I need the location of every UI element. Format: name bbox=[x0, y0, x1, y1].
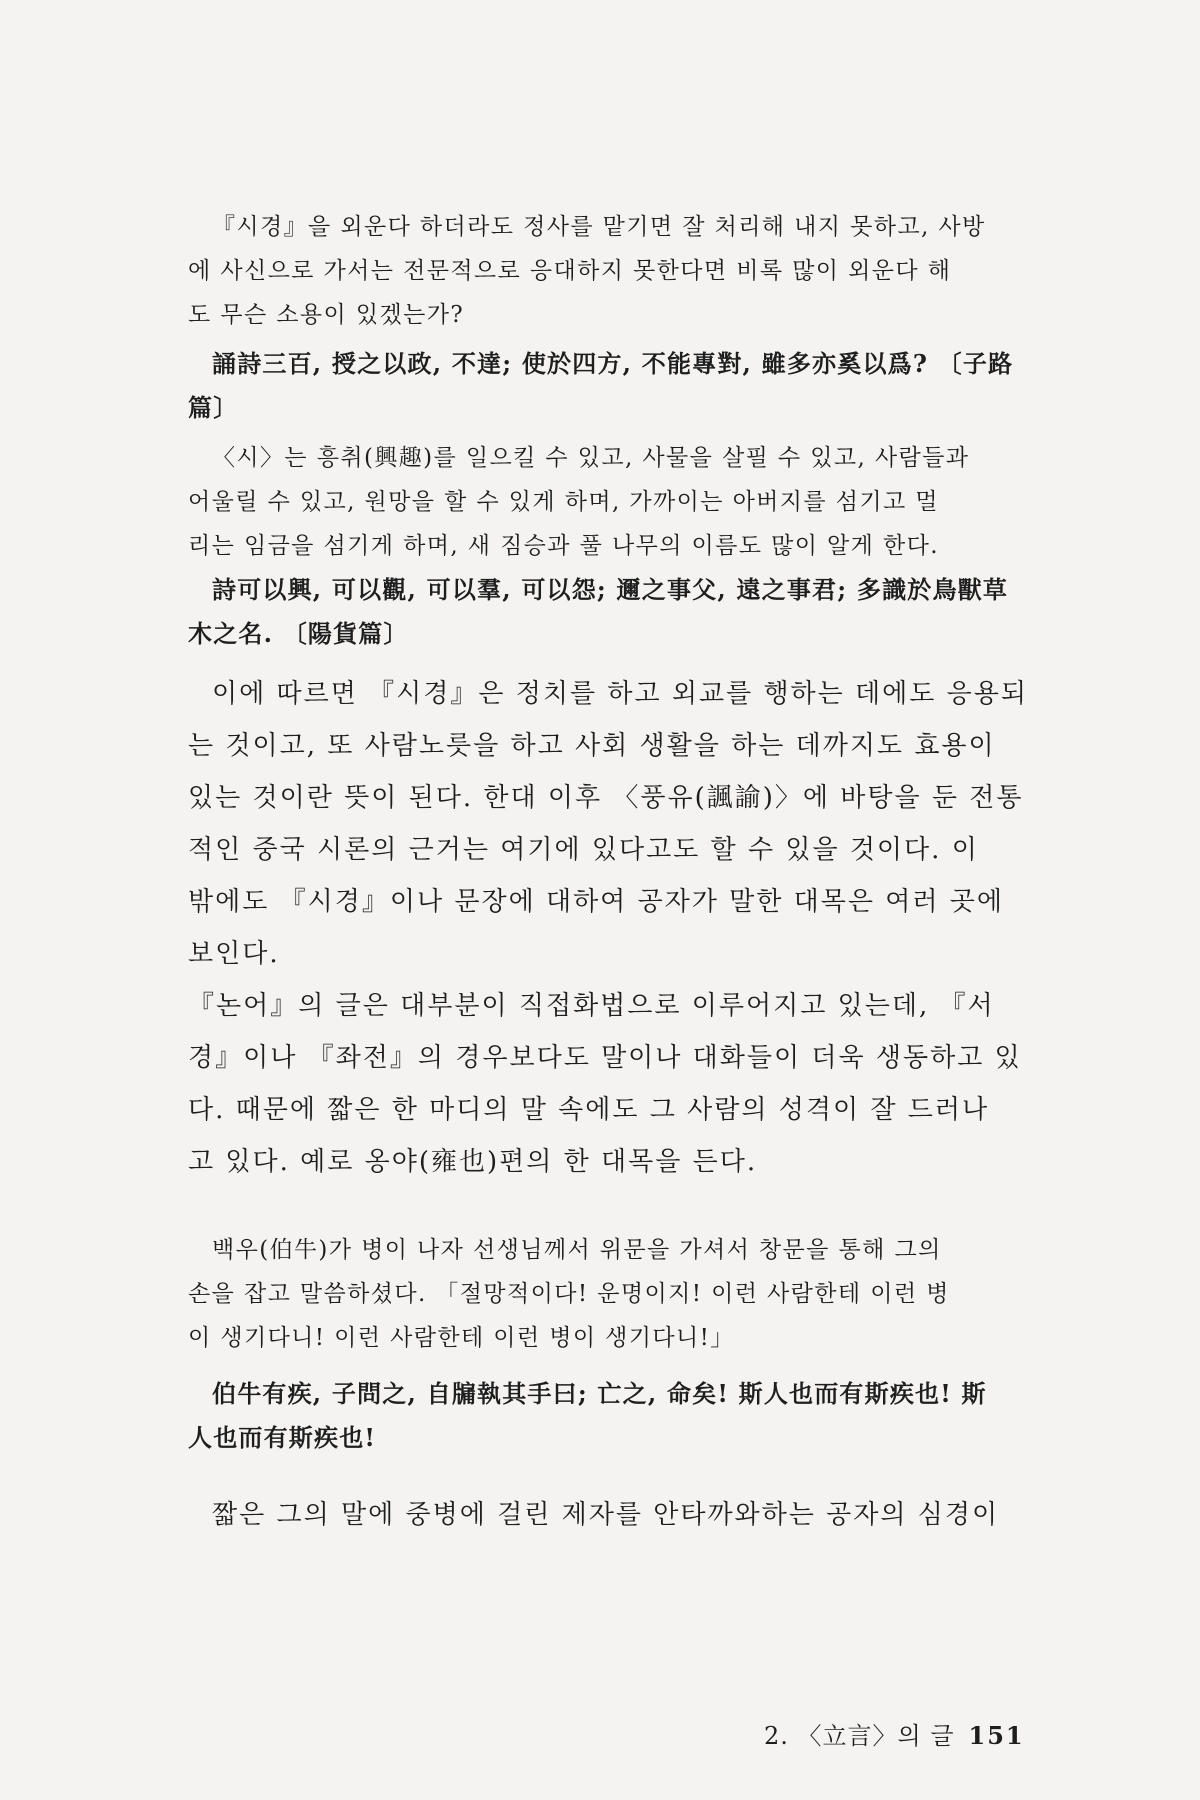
text-line: 리는 임금을 섬기게 하며, 새 짐승과 풀 나무의 이름도 많이 알게 한다. bbox=[188, 533, 939, 559]
text-line: 이에 따르면 『시경』은 정치를 하고 외교를 행하는 데에도 응용되 bbox=[212, 679, 1029, 709]
quote-2-korean bbox=[188, 436, 1013, 568]
quote-3-chinese bbox=[188, 1372, 1013, 1460]
text-line: 木之名. 〔陽貨篇〕 bbox=[188, 619, 409, 648]
quote-3-korean bbox=[188, 1228, 1013, 1360]
text-line: 는 것이고, 또 사람노릇을 하고 사회 생활을 하는 데까지도 효용이 bbox=[188, 731, 996, 761]
text-line: 백우(伯牛)가 병이 나자 선생님께서 위문을 가셔서 창문을 통해 그의 bbox=[212, 1237, 942, 1263]
text-line: 詩可以興, 可以觀, 可以羣, 可以怨; 邇之事父, 遠之事君; 多識於鳥獸草 bbox=[212, 575, 1009, 604]
quote-1-chinese bbox=[188, 342, 1013, 430]
text-line: 어울릴 수 있고, 원망을 할 수 있게 하며, 가까이는 아버지를 섬기고 멀 bbox=[188, 489, 939, 515]
text-line: 伯牛有疾, 子問之, 自牖執其手曰; 亡之, 命矣! 斯人也而有斯疾也! 斯 bbox=[212, 1379, 987, 1408]
text-line: 적인 중국 시론의 근거는 여기에 있다고도 할 수 있을 것이다. 이 bbox=[188, 835, 979, 865]
page-number: 151 bbox=[968, 1721, 1025, 1750]
page-footer bbox=[764, 1716, 1025, 1751]
text-line: 『시경』을 외운다 하더라도 정사를 맡기면 잘 처리해 내지 못하고, 사방 bbox=[212, 214, 986, 240]
text-line: 고 있다. 예로 옹야(雍也)편의 한 대목을 든다. bbox=[188, 1147, 758, 1177]
text-line: 경』이나 『좌전』의 경우보다도 말이나 대화들이 더욱 생동하고 있 bbox=[188, 1043, 1022, 1073]
body-paragraphs-2 bbox=[188, 1489, 1013, 1541]
text-line: 에 사신으로 가서는 전문적으로 응대하지 못한다면 비록 많이 외운다 해 bbox=[188, 258, 952, 284]
text-line: 『논어』의 글은 대부분이 직접화법으로 이루어지고 있는데, 『서 bbox=[188, 991, 995, 1021]
text-line: 다. 때문에 짧은 한 마디의 말 속에도 그 사람의 성격이 잘 드러나 bbox=[188, 1095, 990, 1125]
text-line: 篇〕 bbox=[188, 393, 239, 422]
text-line: 誦詩三百, 授之以政, 不達; 使於四方, 不能專對, 雖多亦奚以爲? 〔子路 bbox=[212, 349, 1014, 378]
text-line: 손을 잡고 말씀하셨다. 「절망적이다! 운명이지! 이런 사람한테 이런 병 bbox=[188, 1281, 950, 1307]
quote-2-chinese bbox=[188, 568, 1013, 656]
text-line: 밖에도 『시경』이나 문장에 대하여 공자가 말한 대목은 여러 곳에 bbox=[188, 887, 1005, 917]
text-line: 人也而有斯疾也! bbox=[188, 1423, 377, 1452]
running-section-title: 2. 〈立言〉의 글 bbox=[764, 1722, 955, 1750]
text-line: 있는 것이란 뜻이 된다. 한대 이후 〈풍유(諷諭)〉에 바탕을 둔 전통 bbox=[188, 783, 1024, 813]
text-line: 도 무슨 소용이 있겠는가? bbox=[188, 302, 465, 328]
body-paragraphs-1 bbox=[188, 668, 1029, 1188]
text-line: 짧은 그의 말에 중병에 걸린 제자를 안타까와하는 공자의 심경이 bbox=[212, 1500, 1000, 1530]
text-line: 〈시〉는 흥취(興趣)를 일으킬 수 있고, 사물을 살필 수 있고, 사람들과 bbox=[212, 445, 970, 471]
text-line: 이 생기다니! 이런 사람한테 이런 병이 생기다니!」 bbox=[188, 1325, 735, 1351]
quote-1-korean bbox=[188, 205, 1013, 337]
text-line: 보인다. bbox=[188, 939, 280, 969]
